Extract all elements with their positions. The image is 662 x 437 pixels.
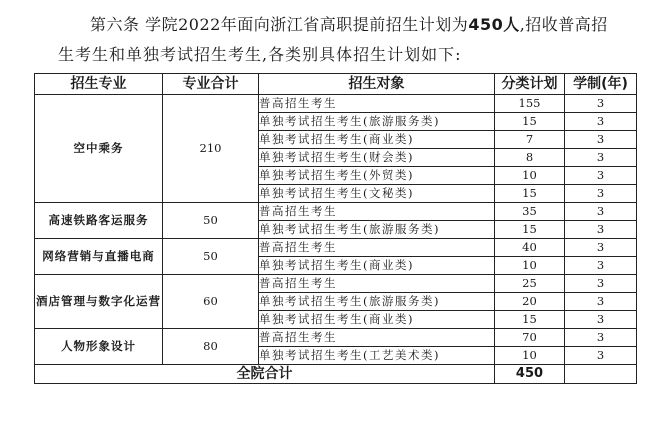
major-name-cell: 高速铁路客运服务 xyxy=(35,203,163,239)
plan-count-cell: 10 xyxy=(495,257,565,275)
target-cell: 单独考试招生考生(文秘类) xyxy=(259,185,495,203)
target-cell: 单独考试招生考生(工艺美术类) xyxy=(259,347,495,365)
target-cell: 单独考试招生考生(商业类) xyxy=(259,131,495,149)
years-cell: 3 xyxy=(565,149,637,167)
major-total-cell: 60 xyxy=(163,275,259,329)
intro-line-1-tail: ,招收普高招 xyxy=(519,15,608,34)
target-cell: 单独考试招生考生(旅游服务类) xyxy=(259,113,495,131)
footer-label: 全院合计 xyxy=(35,365,495,384)
plan-count-cell: 70 xyxy=(495,329,565,347)
plan-count-cell: 7 xyxy=(495,131,565,149)
years-cell: 3 xyxy=(565,221,637,239)
years-cell: 3 xyxy=(565,185,637,203)
table-row xyxy=(35,95,637,113)
years-cell: 3 xyxy=(565,167,637,185)
table-row xyxy=(35,275,637,293)
plan-count-cell: 15 xyxy=(495,311,565,329)
years-cell: 3 xyxy=(565,113,637,131)
table-row xyxy=(35,203,637,221)
years-cell: 3 xyxy=(565,257,637,275)
major-name-cell: 人物形象设计 xyxy=(35,329,163,365)
target-cell: 普高招生考生 xyxy=(259,275,495,293)
target-cell: 普高招生考生 xyxy=(259,239,495,257)
major-name-cell: 空中乘务 xyxy=(35,95,163,203)
footer-empty-cell xyxy=(565,365,637,384)
intro-total-count: 450人 xyxy=(468,15,520,34)
intro-line-1-text: 第六条 学院2022年面向浙江省高职提前招生计划为 xyxy=(90,15,469,34)
target-cell: 普高招生考生 xyxy=(259,203,495,221)
plan-count-cell: 10 xyxy=(495,347,565,365)
target-cell: 单独考试招生考生(财会类) xyxy=(259,149,495,167)
major-total-cell: 80 xyxy=(163,329,259,365)
years-cell: 3 xyxy=(565,239,637,257)
header-major-total: 专业合计 xyxy=(163,74,259,95)
header-major: 招生专业 xyxy=(35,74,163,95)
table-row xyxy=(35,329,637,347)
target-cell: 单独考试招生考生(旅游服务类) xyxy=(259,221,495,239)
target-cell: 单独考试招生考生(商业类) xyxy=(259,311,495,329)
years-cell: 3 xyxy=(565,131,637,149)
years-cell: 3 xyxy=(565,203,637,221)
major-total-cell: 210 xyxy=(163,95,259,203)
plan-count-cell: 35 xyxy=(495,203,565,221)
target-cell: 普高招生考生 xyxy=(259,95,495,113)
years-cell: 3 xyxy=(565,95,637,113)
major-name-cell: 酒店管理与数字化运营 xyxy=(35,275,163,329)
major-name-cell: 网络营销与直播电商 xyxy=(35,239,163,275)
years-cell: 3 xyxy=(565,311,637,329)
plan-count-cell: 15 xyxy=(495,113,565,131)
plan-count-cell: 25 xyxy=(495,275,565,293)
intro-line-1 xyxy=(90,12,608,35)
plan-count-cell: 15 xyxy=(495,185,565,203)
years-cell: 3 xyxy=(565,275,637,293)
years-cell: 3 xyxy=(565,293,637,311)
plan-count-cell: 40 xyxy=(495,239,565,257)
intro-line-2: 生考生和单独考试招生考生,各类别具体招生计划如下: xyxy=(58,45,462,64)
enrollment-plan-table xyxy=(34,73,637,384)
target-cell: 单独考试招生考生(旅游服务类) xyxy=(259,293,495,311)
plan-count-cell: 155 xyxy=(495,95,565,113)
table-header-row xyxy=(35,74,637,95)
plan-count-cell: 15 xyxy=(495,221,565,239)
header-years: 学制(年) xyxy=(565,74,637,95)
table-row xyxy=(35,239,637,257)
table-footer-row xyxy=(35,365,637,384)
target-cell: 单独考试招生考生(外贸类) xyxy=(259,167,495,185)
target-cell: 单独考试招生考生(商业类) xyxy=(259,257,495,275)
target-cell: 普高招生考生 xyxy=(259,329,495,347)
footer-total: 450 xyxy=(495,365,565,384)
plan-count-cell: 8 xyxy=(495,149,565,167)
major-total-cell: 50 xyxy=(163,203,259,239)
header-plan: 分类计划 xyxy=(495,74,565,95)
plan-count-cell: 20 xyxy=(495,293,565,311)
plan-count-cell: 10 xyxy=(495,167,565,185)
years-cell: 3 xyxy=(565,347,637,365)
major-total-cell: 50 xyxy=(163,239,259,275)
table-body xyxy=(35,95,637,365)
years-cell: 3 xyxy=(565,329,637,347)
header-target: 招生对象 xyxy=(259,74,495,95)
